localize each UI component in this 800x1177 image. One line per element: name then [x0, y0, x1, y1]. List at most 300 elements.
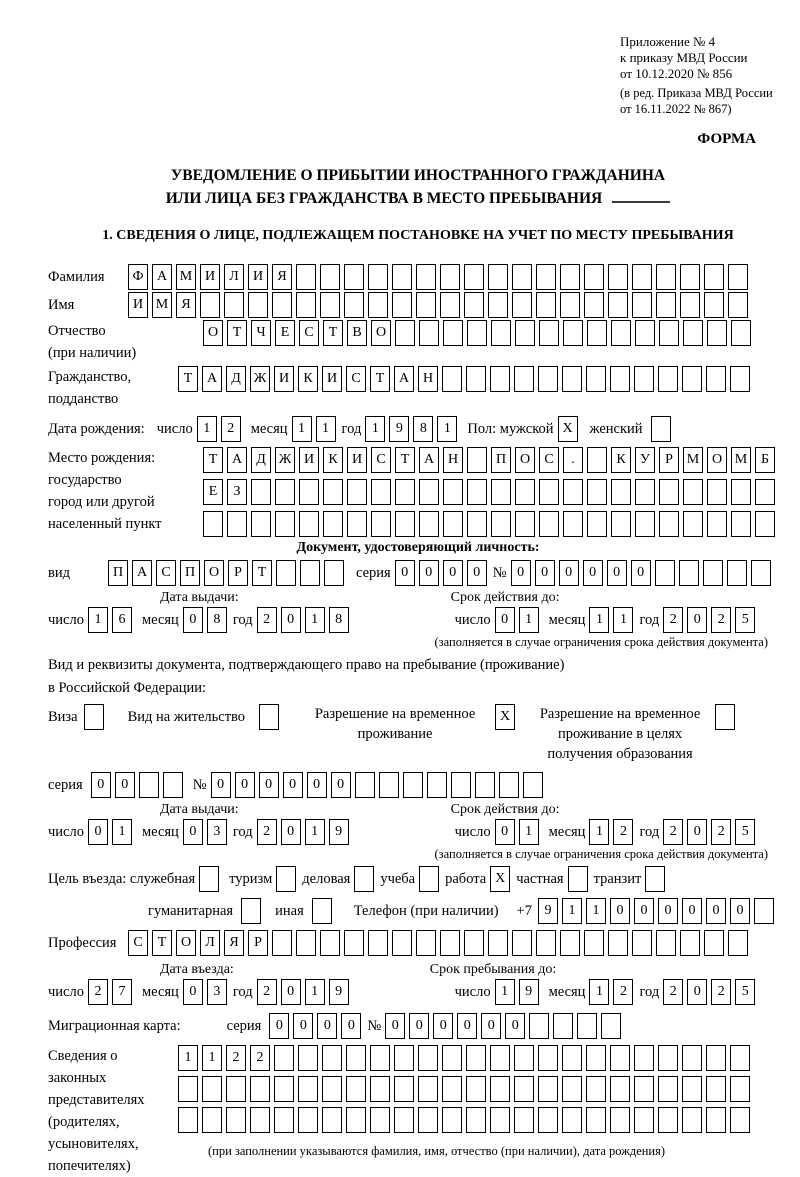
char-box[interactable]: 1 — [112, 819, 132, 845]
resdoc-valid-day-boxes[interactable] — [495, 819, 539, 845]
char-box[interactable] — [632, 292, 652, 318]
char-box[interactable] — [728, 292, 748, 318]
char-box[interactable] — [298, 1107, 318, 1133]
char-box[interactable] — [560, 930, 580, 956]
char-box[interactable]: 0 — [419, 560, 439, 586]
char-box[interactable]: 2 — [257, 979, 277, 1005]
char-box[interactable] — [346, 1107, 366, 1133]
char-box[interactable]: С — [299, 320, 319, 346]
char-box[interactable] — [346, 1045, 366, 1071]
char-box[interactable] — [512, 930, 532, 956]
char-box[interactable]: 0 — [183, 607, 203, 633]
char-box[interactable]: Я — [176, 292, 196, 318]
char-box[interactable]: 2 — [257, 819, 277, 845]
char-box[interactable] — [272, 292, 292, 318]
char-box[interactable]: 0 — [559, 560, 579, 586]
char-box[interactable] — [536, 264, 556, 290]
char-box[interactable] — [514, 1076, 534, 1102]
char-box[interactable]: 0 — [283, 772, 303, 798]
char-box[interactable]: 0 — [481, 1013, 501, 1039]
char-box[interactable] — [200, 292, 220, 318]
char-box[interactable] — [515, 511, 535, 537]
char-box[interactable] — [682, 1045, 702, 1071]
char-box[interactable]: 1 — [316, 416, 336, 442]
char-box[interactable] — [464, 292, 484, 318]
char-box[interactable]: 8 — [207, 607, 227, 633]
char-box[interactable] — [577, 1013, 597, 1039]
char-box[interactable] — [707, 511, 727, 537]
char-box[interactable]: 0 — [91, 772, 111, 798]
char-box[interactable] — [322, 1045, 342, 1071]
char-box[interactable] — [488, 930, 508, 956]
char-box[interactable]: 1 — [178, 1045, 198, 1071]
char-box[interactable] — [202, 1107, 222, 1133]
char-box[interactable] — [707, 320, 727, 346]
char-box[interactable]: 0 — [281, 979, 301, 1005]
char-box[interactable] — [323, 479, 343, 505]
char-box[interactable] — [443, 511, 463, 537]
char-box[interactable]: 9 — [538, 898, 558, 924]
char-box[interactable] — [563, 320, 583, 346]
char-box[interactable] — [512, 264, 532, 290]
char-box[interactable]: 0 — [687, 979, 707, 1005]
char-box[interactable]: И — [299, 447, 319, 473]
char-box[interactable] — [610, 366, 630, 392]
char-box[interactable]: З — [227, 479, 247, 505]
char-box[interactable] — [344, 930, 364, 956]
char-box[interactable] — [584, 264, 604, 290]
char-box[interactable]: 0 — [535, 560, 555, 586]
entry-day-boxes[interactable] — [88, 979, 132, 1005]
char-box[interactable] — [538, 366, 558, 392]
temp-residence-edu-checkbox[interactable] — [715, 704, 735, 730]
char-box[interactable]: Т — [152, 930, 172, 956]
char-box[interactable] — [418, 1076, 438, 1102]
char-box[interactable]: 1 — [586, 898, 606, 924]
residence-permit-checkbox[interactable] — [259, 704, 279, 730]
char-box[interactable] — [440, 264, 460, 290]
char-box[interactable] — [611, 511, 631, 537]
char-box[interactable]: И — [248, 264, 268, 290]
char-box[interactable]: К — [298, 366, 318, 392]
char-box[interactable] — [611, 479, 631, 505]
char-box[interactable] — [227, 511, 247, 537]
char-box[interactable] — [442, 366, 462, 392]
char-box[interactable] — [467, 479, 487, 505]
char-box[interactable] — [704, 292, 724, 318]
char-box[interactable]: 0 — [495, 819, 515, 845]
char-box[interactable] — [601, 1013, 621, 1039]
char-box[interactable]: 1 — [589, 607, 609, 633]
migcard-series-boxes[interactable] — [269, 1013, 361, 1039]
char-box[interactable]: Ф — [128, 264, 148, 290]
char-box[interactable] — [371, 511, 391, 537]
char-box[interactable] — [658, 1045, 678, 1071]
char-box[interactable]: 2 — [613, 819, 633, 845]
char-box[interactable] — [538, 1076, 558, 1102]
char-box[interactable] — [320, 930, 340, 956]
char-box[interactable] — [394, 1107, 414, 1133]
char-box[interactable] — [466, 366, 486, 392]
purpose-tourism-checkbox[interactable] — [276, 866, 296, 892]
surname-boxes[interactable] — [128, 264, 748, 290]
char-box[interactable] — [680, 930, 700, 956]
char-box[interactable] — [488, 264, 508, 290]
char-box[interactable] — [466, 1045, 486, 1071]
char-box[interactable]: 2 — [663, 819, 683, 845]
char-box[interactable]: Н — [418, 366, 438, 392]
resdoc-issue-month-boxes[interactable] — [183, 819, 227, 845]
char-box[interactable] — [368, 264, 388, 290]
char-box[interactable] — [274, 1045, 294, 1071]
char-box[interactable]: С — [539, 447, 559, 473]
char-box[interactable] — [512, 292, 532, 318]
char-box[interactable]: 0 — [687, 607, 707, 633]
char-box[interactable]: 2 — [88, 979, 108, 1005]
char-box[interactable] — [312, 898, 332, 924]
char-box[interactable]: Т — [370, 366, 390, 392]
char-box[interactable] — [467, 320, 487, 346]
char-box[interactable] — [562, 366, 582, 392]
char-box[interactable]: А — [394, 366, 414, 392]
char-box[interactable] — [632, 930, 652, 956]
patronymic-boxes[interactable] — [203, 320, 751, 346]
char-box[interactable] — [706, 366, 726, 392]
char-box[interactable]: 0 — [634, 898, 654, 924]
char-box[interactable]: 0 — [341, 1013, 361, 1039]
char-box[interactable] — [299, 479, 319, 505]
char-box[interactable] — [403, 772, 423, 798]
char-box[interactable]: А — [132, 560, 152, 586]
char-box[interactable] — [728, 264, 748, 290]
char-box[interactable]: 0 — [658, 898, 678, 924]
entry-year-boxes[interactable] — [257, 979, 349, 1005]
char-box[interactable] — [536, 930, 556, 956]
char-box[interactable] — [226, 1076, 246, 1102]
char-box[interactable]: 9 — [389, 416, 409, 442]
char-box[interactable] — [658, 366, 678, 392]
char-box[interactable] — [370, 1107, 390, 1133]
visa-checkbox[interactable] — [84, 704, 104, 730]
char-box[interactable] — [368, 292, 388, 318]
char-box[interactable]: Ч — [251, 320, 271, 346]
char-box[interactable]: 1 — [197, 416, 217, 442]
char-box[interactable] — [394, 1045, 414, 1071]
char-box[interactable] — [394, 1076, 414, 1102]
char-box[interactable]: 2 — [711, 607, 731, 633]
char-box[interactable] — [587, 479, 607, 505]
citizenship-boxes[interactable] — [178, 366, 750, 392]
char-box[interactable]: 0 — [115, 772, 135, 798]
char-box[interactable] — [560, 264, 580, 290]
char-box[interactable] — [419, 511, 439, 537]
male-checkbox[interactable] — [558, 416, 578, 442]
char-box[interactable] — [563, 511, 583, 537]
char-box[interactable]: К — [611, 447, 631, 473]
char-box[interactable]: Д — [226, 366, 246, 392]
char-box[interactable] — [443, 320, 463, 346]
char-box[interactable]: Т — [203, 447, 223, 473]
char-box[interactable] — [751, 560, 771, 586]
resdoc-issue-year-boxes[interactable] — [257, 819, 349, 845]
char-box[interactable] — [539, 320, 559, 346]
char-box[interactable] — [529, 1013, 549, 1039]
char-box[interactable] — [755, 511, 775, 537]
char-box[interactable]: 0 — [307, 772, 327, 798]
char-box[interactable]: Я — [272, 264, 292, 290]
char-box[interactable]: С — [128, 930, 148, 956]
char-box[interactable] — [608, 264, 628, 290]
char-box[interactable]: М — [731, 447, 751, 473]
char-box[interactable] — [490, 1045, 510, 1071]
char-box[interactable] — [464, 930, 484, 956]
char-box[interactable] — [392, 264, 412, 290]
char-box[interactable]: 2 — [711, 979, 731, 1005]
char-box[interactable]: 2 — [221, 416, 241, 442]
char-box[interactable]: 1 — [365, 416, 385, 442]
char-box[interactable]: 1 — [519, 607, 539, 633]
char-box[interactable] — [467, 511, 487, 537]
char-box[interactable] — [416, 930, 436, 956]
char-box[interactable] — [274, 1107, 294, 1133]
char-box[interactable] — [299, 511, 319, 537]
char-box[interactable] — [499, 772, 519, 798]
char-box[interactable] — [755, 479, 775, 505]
resdoc-valid-year-boxes[interactable] — [663, 819, 755, 845]
char-box[interactable]: Б — [755, 447, 775, 473]
birthplace-row3-boxes[interactable] — [203, 511, 775, 537]
char-box[interactable] — [562, 1045, 582, 1071]
char-box[interactable] — [442, 1076, 462, 1102]
char-box[interactable] — [368, 930, 388, 956]
char-box[interactable]: В — [347, 320, 367, 346]
char-box[interactable] — [379, 772, 399, 798]
char-box[interactable]: Т — [323, 320, 343, 346]
char-box[interactable] — [346, 1076, 366, 1102]
char-box[interactable]: 0 — [293, 1013, 313, 1039]
char-box[interactable] — [587, 320, 607, 346]
char-box[interactable]: О — [515, 447, 535, 473]
char-box[interactable] — [491, 511, 511, 537]
female-checkbox[interactable] — [651, 416, 671, 442]
char-box[interactable] — [704, 930, 724, 956]
char-box[interactable] — [440, 930, 460, 956]
iddoc-kind-boxes[interactable] — [108, 560, 344, 586]
char-box[interactable]: 1 — [613, 607, 633, 633]
char-box[interactable] — [226, 1107, 246, 1133]
char-box[interactable]: Т — [227, 320, 247, 346]
char-box[interactable]: У — [635, 447, 655, 473]
char-box[interactable] — [419, 320, 439, 346]
char-box[interactable] — [490, 1076, 510, 1102]
char-box[interactable] — [632, 264, 652, 290]
guardians-row3-boxes[interactable] — [178, 1107, 750, 1133]
char-box[interactable] — [731, 320, 751, 346]
char-box[interactable] — [392, 292, 412, 318]
char-box[interactable] — [586, 1045, 606, 1071]
char-box[interactable] — [416, 264, 436, 290]
char-box[interactable]: Т — [395, 447, 415, 473]
char-box[interactable] — [635, 479, 655, 505]
char-box[interactable]: 8 — [413, 416, 433, 442]
char-box[interactable] — [419, 866, 439, 892]
char-box[interactable]: 0 — [331, 772, 351, 798]
char-box[interactable] — [728, 930, 748, 956]
char-box[interactable] — [683, 479, 703, 505]
temp-residence-checkbox[interactable] — [495, 704, 515, 730]
char-box[interactable] — [320, 264, 340, 290]
char-box[interactable]: 1 — [88, 607, 108, 633]
iddoc-valid-day-boxes[interactable] — [495, 607, 539, 633]
char-box[interactable]: 0 — [269, 1013, 289, 1039]
iddoc-series-boxes[interactable] — [395, 560, 487, 586]
char-box[interactable] — [538, 1107, 558, 1133]
char-box[interactable] — [344, 264, 364, 290]
char-box[interactable] — [538, 1045, 558, 1071]
char-box[interactable] — [706, 1076, 726, 1102]
char-box[interactable]: Ж — [250, 366, 270, 392]
char-box[interactable] — [84, 704, 104, 730]
iddoc-number-boxes[interactable] — [511, 560, 771, 586]
char-box[interactable] — [563, 479, 583, 505]
char-box[interactable]: 2 — [663, 607, 683, 633]
char-box[interactable] — [467, 447, 487, 473]
char-box[interactable]: М — [176, 264, 196, 290]
char-box[interactable] — [610, 1045, 630, 1071]
char-box[interactable]: 2 — [613, 979, 633, 1005]
purpose-official-checkbox[interactable] — [199, 866, 219, 892]
char-box[interactable] — [427, 772, 447, 798]
char-box[interactable] — [466, 1076, 486, 1102]
guardians-row2-boxes[interactable] — [178, 1076, 750, 1102]
char-box[interactable] — [490, 1107, 510, 1133]
char-box[interactable] — [296, 264, 316, 290]
char-box[interactable] — [320, 292, 340, 318]
char-box[interactable] — [754, 898, 774, 924]
char-box[interactable] — [275, 479, 295, 505]
char-box[interactable]: Р — [659, 447, 679, 473]
stay-day-boxes[interactable] — [495, 979, 539, 1005]
char-box[interactable] — [355, 772, 375, 798]
char-box[interactable] — [635, 320, 655, 346]
char-box[interactable] — [523, 772, 543, 798]
char-box[interactable] — [370, 1045, 390, 1071]
char-box[interactable] — [682, 366, 702, 392]
char-box[interactable]: А — [202, 366, 222, 392]
char-box[interactable] — [584, 930, 604, 956]
char-box[interactable]: 1 — [589, 819, 609, 845]
char-box[interactable]: О — [371, 320, 391, 346]
stay-month-boxes[interactable] — [589, 979, 633, 1005]
char-box[interactable] — [658, 1076, 678, 1102]
char-box[interactable] — [490, 366, 510, 392]
char-box[interactable] — [568, 866, 588, 892]
purpose-transit-checkbox[interactable] — [645, 866, 665, 892]
char-box[interactable] — [634, 1045, 654, 1071]
char-box[interactable] — [704, 264, 724, 290]
char-box[interactable]: Т — [178, 366, 198, 392]
char-box[interactable]: 2 — [250, 1045, 270, 1071]
char-box[interactable] — [443, 479, 463, 505]
char-box[interactable]: 5 — [735, 607, 755, 633]
char-box[interactable] — [634, 366, 654, 392]
char-box[interactable]: 7 — [112, 979, 132, 1005]
char-box[interactable]: 1 — [305, 607, 325, 633]
char-box[interactable]: 0 — [730, 898, 750, 924]
char-box[interactable] — [514, 366, 534, 392]
iddoc-issue-year-boxes[interactable] — [257, 607, 349, 633]
char-box[interactable] — [442, 1107, 462, 1133]
char-box[interactable]: X — [495, 704, 515, 730]
resdoc-valid-month-boxes[interactable] — [589, 819, 633, 845]
char-box[interactable] — [395, 479, 415, 505]
char-box[interactable]: 0 — [706, 898, 726, 924]
char-box[interactable] — [347, 511, 367, 537]
char-box[interactable]: Я — [224, 930, 244, 956]
char-box[interactable] — [323, 511, 343, 537]
char-box[interactable] — [731, 511, 751, 537]
char-box[interactable] — [610, 1076, 630, 1102]
char-box[interactable] — [347, 479, 367, 505]
char-box[interactable]: И — [347, 447, 367, 473]
char-box[interactable]: 5 — [735, 819, 755, 845]
char-box[interactable]: 9 — [329, 979, 349, 1005]
char-box[interactable] — [251, 479, 271, 505]
char-box[interactable] — [635, 511, 655, 537]
char-box[interactable] — [370, 1076, 390, 1102]
char-box[interactable] — [259, 704, 279, 730]
stay-year-boxes[interactable] — [663, 979, 755, 1005]
char-box[interactable]: А — [152, 264, 172, 290]
char-box[interactable]: Е — [203, 479, 223, 505]
char-box[interactable]: П — [108, 560, 128, 586]
birth-day-boxes[interactable] — [197, 416, 241, 442]
char-box[interactable] — [276, 866, 296, 892]
char-box[interactable]: И — [274, 366, 294, 392]
char-box[interactable]: 1 — [202, 1045, 222, 1071]
char-box[interactable]: М — [683, 447, 703, 473]
char-box[interactable]: 3 — [207, 819, 227, 845]
char-box[interactable] — [466, 1107, 486, 1133]
char-box[interactable] — [275, 511, 295, 537]
char-box[interactable] — [298, 1045, 318, 1071]
char-box[interactable]: 8 — [329, 607, 349, 633]
char-box[interactable] — [488, 292, 508, 318]
purpose-other-checkbox[interactable] — [312, 898, 332, 924]
char-box[interactable] — [727, 560, 747, 586]
iddoc-valid-year-boxes[interactable] — [663, 607, 755, 633]
iddoc-valid-month-boxes[interactable] — [589, 607, 633, 633]
char-box[interactable]: X — [558, 416, 578, 442]
char-box[interactable]: X — [490, 866, 510, 892]
char-box[interactable] — [634, 1076, 654, 1102]
char-box[interactable]: С — [156, 560, 176, 586]
char-box[interactable]: 0 — [495, 607, 515, 633]
char-box[interactable] — [651, 416, 671, 442]
char-box[interactable] — [272, 930, 292, 956]
char-box[interactable]: 0 — [511, 560, 531, 586]
char-box[interactable] — [395, 511, 415, 537]
char-box[interactable] — [703, 560, 723, 586]
purpose-humanitarian-checkbox[interactable] — [241, 898, 261, 924]
birthplace-row2-boxes[interactable] — [203, 479, 775, 505]
resdoc-series-boxes[interactable] — [91, 772, 183, 798]
migcard-number-boxes[interactable] — [385, 1013, 621, 1039]
char-box[interactable] — [475, 772, 495, 798]
char-box[interactable] — [553, 1013, 573, 1039]
char-box[interactable] — [586, 1076, 606, 1102]
char-box[interactable] — [634, 1107, 654, 1133]
